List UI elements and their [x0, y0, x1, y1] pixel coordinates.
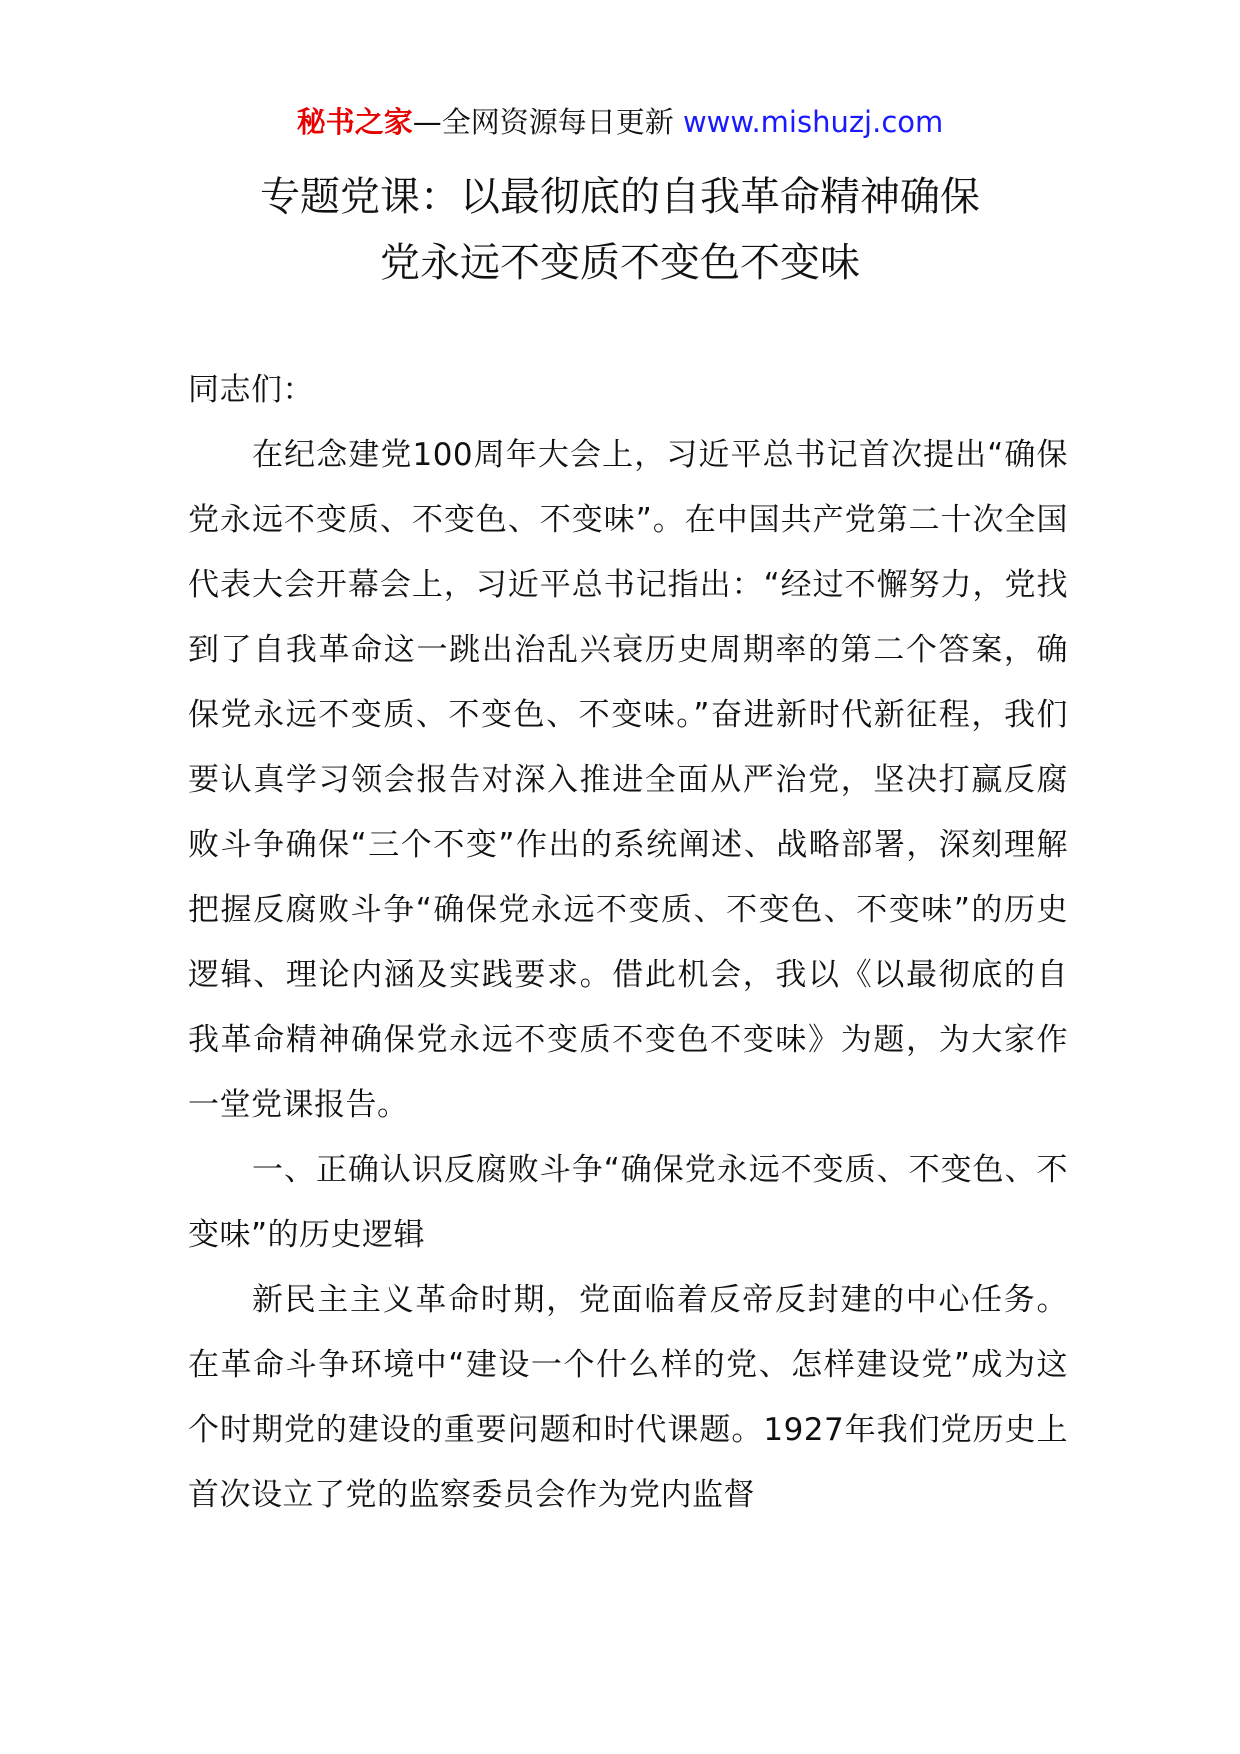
paragraph-intro: 在纪念建党100周年大会上，习近平总书记首次提出“确保党永远不变质、不变色、不变味”。在中国共产党第二十次全国代表大会开幕会上，习近平总书记指出：“经过不懈努力，党找到了自我革命这一跳出治乱兴衰历史周期率的第二个答案，确保党永远不变质、不变色、不变味。”奋进新时代新征程，我们要认真学习领会报告对深入推进全面从严治党，坚决打赢反腐败斗争确保“三个不变”作出的系统阐述、战略部署，深刻理解把握反腐败斗争“确保党永远不变质、不变色、不变味”的历史逻辑、理论内涵及实践要求。借此机会，我以《以最彻底的自我革命精神确保党永远不变质不变色不变味》为题，为大家作一堂党课报告。: [188, 437, 1068, 1123]
salutation: 同志们：: [188, 372, 314, 408]
title-line-1: 专题党课：以最彻底的自我革命精神确保: [260, 174, 980, 220]
header-brand: 秘书之家: [296, 105, 413, 139]
site-header: [0, 100, 1240, 144]
section-heading-1: 一、正确认识反腐败斗争“确保党永远不变质、不变色、不变味”的历史逻辑: [188, 1152, 1068, 1253]
title-line-2: 党永远不变质不变色不变味: [380, 240, 860, 286]
header-slogan: —全网资源每日更新: [412, 105, 683, 139]
document-body: [188, 358, 1068, 1528]
paragraph-section-1: 新民主主义革命时期，党面临着反帝反封建的中心任务。在革命斗争环境中“建设一个什么样的党、怎样建设党”成为这个时期党的建设的重要问题和时代课题。1927年我们党历史上首次设立了党的监察委员会作为党内监督: [188, 1282, 1068, 1513]
document-title: [0, 164, 1240, 296]
header-url-link[interactable]: www.mishuzj.com: [682, 105, 944, 139]
